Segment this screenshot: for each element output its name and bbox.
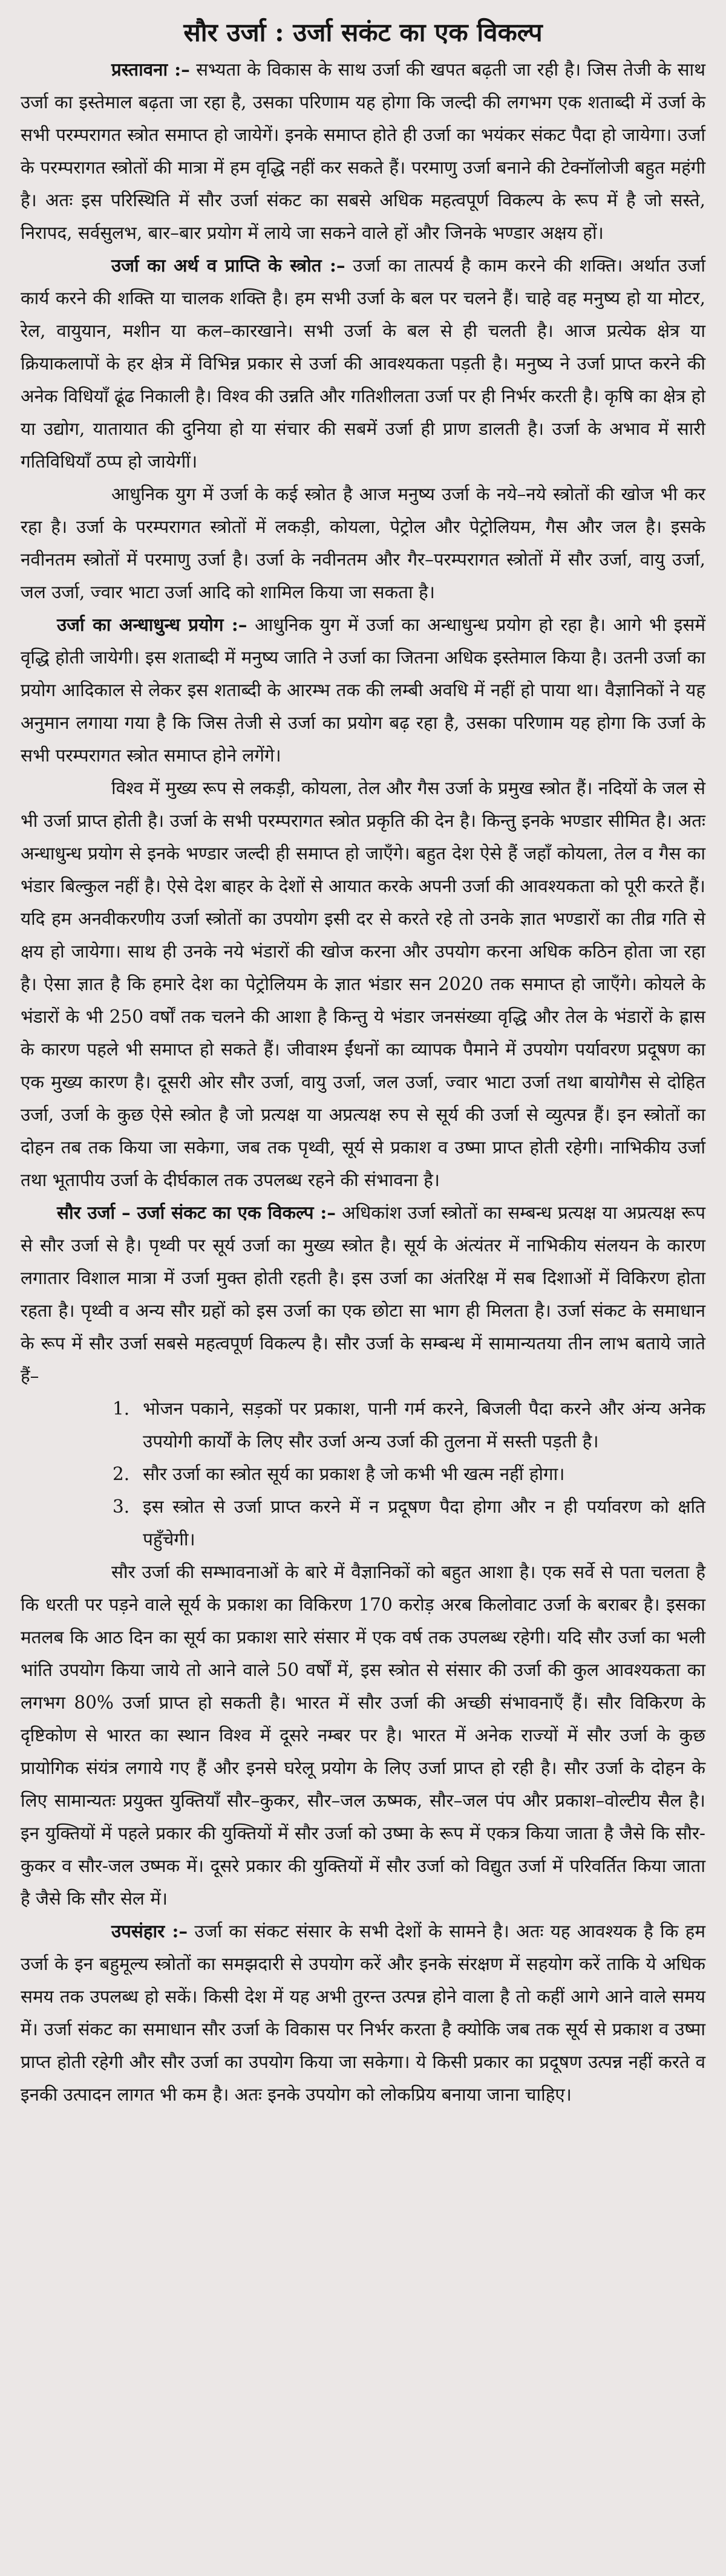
list-item-text: इस स्त्रोत से उर्जा प्राप्त करने में न प्रदूषण पैदा होगा और न ही पर्यावरण को क्षति पहुँचेगी। (143, 1496, 705, 1550)
list-item-number: 3. (113, 1496, 130, 1517)
conclusion-heading: उपसंहार :– (111, 1920, 188, 1942)
list-item-text: भोजन पकाने, सड़कों पर प्रकाश, पानी गर्म करने, बिजली पैदा करने और अंन्य अनेक उपयोगी कार्यों के लिए सौर उर्जा अन्य उर्जा की तुलना में सस्ती पड़ती है। (143, 1398, 705, 1452)
blind-use-paragraph (21, 608, 705, 772)
list-item-number: 1. (113, 1398, 130, 1419)
blind-use-paragraph-2: विश्व में मुख्य रूप से लकड़ी, कोयला, तेल और गैस उर्जा के प्रमुख स्त्रोत हैं। नदियों के जल से भी उर्जा प्राप्त होती है। उर्जा के सभी परम्परागत स्त्रोत प्रकृति की देन है। किन्तु इनके भण्डार सीमित है। अतः अन्धाधुन्ध प्रयोग से इनके भण्डार जल्दी ही समाप्त हो जाएँगे। बहुत देश ऐसे हैं जहाँ कोयला, तेल व गैस का भंडार बिल्कुल नहीं है। ऐसे देश बाहर के देशों से आयात करके अपनी उर्जा की आवश्यकता को पूरी करते हैं। यदि हम अनवीकरणीय उर्जा स्त्रोतों का उपयोग इसी दर से करते रहे तो उनके ज्ञात भण्डारों का तीव्र गति से क्षय हो जायेगा। साथ ही उनके नये भंडारों की खोज करना और उपयोग करना अधिक कठिन होता जा रहा है। ऐसा ज्ञात है कि हमारे देश का पेट्रोलियम के ज्ञात भंडार सन 2020 तक समाप्त हो जाएँगे। कोयले के भंडारों के भी 250 वर्षों तक चलने की आशा है किन्तु ये भंडार जनसंख्या वृद्धि और तेल के भंडारों के ह्रास के कारण पहले भी समाप्त हो सकते हैं। जीवाश्म ईंधनों का व्यापक पैमाने में उपयोग पर्यावरण प्रदूषण का एक मुख्य कारण है। दूसरी ओर सौर उर्जा, वायु उर्जा, जल उर्जा, ज्वार भाटा उर्जा तथा बायोगैस से दोहित उर्जा, उर्जा के कुछ ऐसे स्त्रोत है जो प्रत्यक्ष या अप्रत्यक्ष रुप से सूर्य की उर्जा से व्युत्पन्न हैं। इन स्त्रोतों का दोहन तब तक किया जा सकेगा, जब तक पृथ्वी, सूर्य से प्रकाश व उष्मा प्राप्त होती रहेगी। नाभिकीय उर्जा तथा भूतापीय उर्जा के दीर्घकाल तक उपलब्ध रहने की संभावना है। (21, 778, 705, 1190)
meaning-heading: उर्जा का अर्थ व प्राप्ति के स्त्रोत :– (111, 255, 345, 276)
list-item-number: 2. (113, 1464, 130, 1484)
list-item-text: सौर उर्जा का स्त्रोत सूर्य का प्रकाश है जो कभी भी खत्म नहीं होगा। (143, 1464, 565, 1484)
meaning-text: उर्जा का तात्पर्य है काम करने की शक्ति। अर्थात उर्जा कार्य करने की शक्ति या चालक शक्ति है। हम सभी उर्जा के बल पर चलने हैं। चाहे वह मनुष्य हो या मोटर, रेल, वायुयान, मशीन या कल–कारखाने। सभी उर्जा के बल से ही चलती है। आज प्रत्येक क्षेत्र या क्रियाकलापों के हर क्षेत्र में विभिन्न प्रकार से उर्जा की आवश्यकता पड़ती है। मनुष्य ने उर्जा प्राप्त करने की अनेक विधियाँ ढूंढ निकाली है। विश्व की उन्नति और गतिशीलता उर्जा पर ही निर्भर करती है। कृषि का क्षेत्र हो या उद्योग, यातायात की दुनिया हो या संचार की सबमें उर्जा ही प्राण डालती है। उर्जा के अभाव में सारी गतिविधियाँ ठप्प हो जायेगीं। (21, 255, 705, 472)
blind-use-heading: उर्जा का अन्धाधुन्ध प्रयोग :– (57, 614, 247, 635)
solar-paragraph (21, 1196, 705, 1392)
intro-text: सभ्यता के विकास के साथ उर्जा की खपत बढ़ती जा रही है। जिस तेजी के साथ उर्जा का इस्तेमाल बढ़ता जा रहा है, उसका परिणाम यह होगा कि जल्दी की लगभग एक शताब्दी में उर्जा के सभी परम्परागत स्त्रोत समाप्त हो जायेगें। इनके समाप्त होते ही उर्जा का भयंकर संकट पैदा हो जायेगा। उर्जा के परम्परागत स्त्रोतों की मात्रा में हम वृद्धि नहीं कर सकते हैं। परमाणु उर्जा बनाने की टेक्नॉलोजी बहुत महंगी है। अतः इस परिस्थिति में सौर उर्जा संकट का सबसे अधिक महत्वपूर्ण विकल्प के रूप में है जो सस्ते, निरापद, सर्वसुलभ, बार–बार प्रयोग में लाये जा सकने वाले हों और जिनके भण्डार अक्षय हों। (21, 59, 706, 243)
list-item (21, 1458, 705, 1490)
meaning-paragraph (21, 249, 705, 478)
solar-heading: सौर उर्जा – उर्जा संकट का एक विकल्प :– (57, 1202, 336, 1223)
conclusion-text: उर्जा का संकट संसार के सभी देशों के सामने है। अतः यह आवश्यक है कि हम उर्जा के इन बहुमूल्य स्त्रोतों का समझदारी से उपयोग करें और इनके संरक्षण में सहयोग करें ताकि ये अधिक समय तक उपलब्ध हो सकें। किसी देश में यह अभी तुरन्त उत्पन्न होने वाला है तो कहीं आगे आने वाले समय में। उर्जा संकट का समाधान सौर उर्जा के विकास पर निर्भर करता है क्योकि जब तक सूर्य से प्रकाश व उष्मा प्राप्त होती रहेगी और सौर उर्जा का उपयोग किया जा सकेगा। ये किसी प्रकार का प्रदूषण उत्पन्न नहीं करते व इनकी उत्पादन लागत भी कम है। अतः इनके उपयोग को लोकप्रिय बनाया जाना चाहिए। (21, 1921, 705, 2105)
intro-heading: प्रस्तावना :– (111, 59, 190, 80)
conclusion-paragraph (21, 1915, 705, 2111)
list-item (21, 1490, 705, 1556)
meaning-paragraph-2: आधुनिक युग में उर्जा के कई स्त्रोत है आज मनुष्य उर्जा के नये–नये स्त्रोतों की खोज भी कर रहा है। उर्जा के परम्परागत स्त्रोतों में लकड़ी, कोयला, पेट्रोल और पेट्रोलियम, गैस और जल है। इसके नवीनतम स्त्रोतों में परमाणु उर्जा है। उर्जा के नवीनतम और गैर–परम्परागत स्त्रोतों में सौर उर्जा, वायु उर्जा, जल उर्जा, ज्वार भाटा उर्जा आदि को शामिल किया जा सकता है। (21, 484, 705, 602)
solar-paragraph-2: सौर उर्जा की सम्भावनाओं के बारे में वैज्ञानिकों को बहुत आशा है। एक सर्वे से पता चलता है कि धरती पर पड़ने वाले सूर्य के प्रकाश का विकिरण 170 करोड़ अरब किलोवाट उर्जा के बराबर है। इसका मतलब कि आठ दिन का सूर्य का प्रकाश सारे संसार में एक वर्ष तक उपलब्ध रहेगी। यदि सौर उर्जा का भली भांति उपयोग किया जाये तो आने वाले 50 वर्षों में, इस स्त्रोत से संसार की उर्जा की कुल आवश्यकता का लगभग 80% उर्जा प्राप्त हो सकती है। भारत में सौर उर्जा की अच्छी संभावनाएँ हैं। सौर विकिरण के दृष्टिकोण से भारत का स्थान विश्व में दूसरे नम्बर पर है। भारत में अनेक राज्यों में सौर उर्जा के कुछ प्रायोगिक संयंत्र लगाये गए हैं और इनसे घरेलू प्रयोग के लिए उर्जा प्राप्त हो रही है। सौर उर्जा के दोहन के लिए सामान्यतः प्रयुक्त युक्तियाँ सौर–कुकर, सौर–जल ऊष्मक, सौर–जल पंप और प्रकाश–वोल्टीय सैल है। इन युक्तियों में पहले प्रकार की युक्तियों में सौर उर्जा को उष्मा के रूप में एकत्र किया जाता है जैसे कि सौर-कुकर व सौर-जल उष्मक में। दूसरे प्रकार की युक्तियों में सौर उर्जा को विद्युत उर्जा में परिवर्तित किया जाता है जैसे कि सौर सेल में। (21, 1562, 705, 1909)
list-item (21, 1392, 705, 1458)
solar-text: अधिकांश उर्जा स्त्रोतों का सम्बन्ध प्रत्यक्ष या अप्रत्यक्ष रूप से सौर उर्जा से है। पृथ्वी पर सूर्य उर्जा का मुख्य स्त्रोत है। सूर्य के अंत्यंतर में नाभिकीय संलयन के कारण लगातार विशाल मात्रा में उर्जा मुक्त होती रहती है। इस उर्जा का अंतरिक्ष में सब दिशाओं में विकिरण होता रहता है। पृथ्वी व अन्य सौर ग्रहों को इस उर्जा का एक छोटा सा भाग ही मिलता है। उर्जा संकट के समाधान के रूप में सौर उर्जा सबसे महत्वपूर्ण विकल्प है। सौर उर्जा के सम्बन्ध में सामान्यतया तीन लाभ बताये जाते हैं– (21, 1202, 706, 1386)
blind-use-text: आधुनिक युग में उर्जा का अन्धाधुन्ध प्रयोग हो रहा है। आगे भी इसमें वृद्धि होती जायेगी। इस शताब्दी में मनुष्य जाति ने उर्जा का जितना अधिक इस्तेमाल किया है। उतनी उर्जा का प्रयोग आदिकाल से लेकर इस शताब्दी के आरम्भ तक की लम्बी अवधि में नहीं हो पाया था। वैज्ञानिकों ने यह अनुमान लगाया गया है कि जिस तेजी से उर्जा का प्रयोग बढ़ रहा है, उसका परिणाम यह होगा कि उर्जा के सभी परम्परागत स्त्रोत समाप्त होने लगेंगे। (21, 615, 705, 766)
benefits-list (21, 1392, 705, 1556)
intro-paragraph (21, 53, 705, 249)
essay-title: सौर उर्जा : उर्जा सकंट का एक विकल्प (183, 18, 543, 47)
